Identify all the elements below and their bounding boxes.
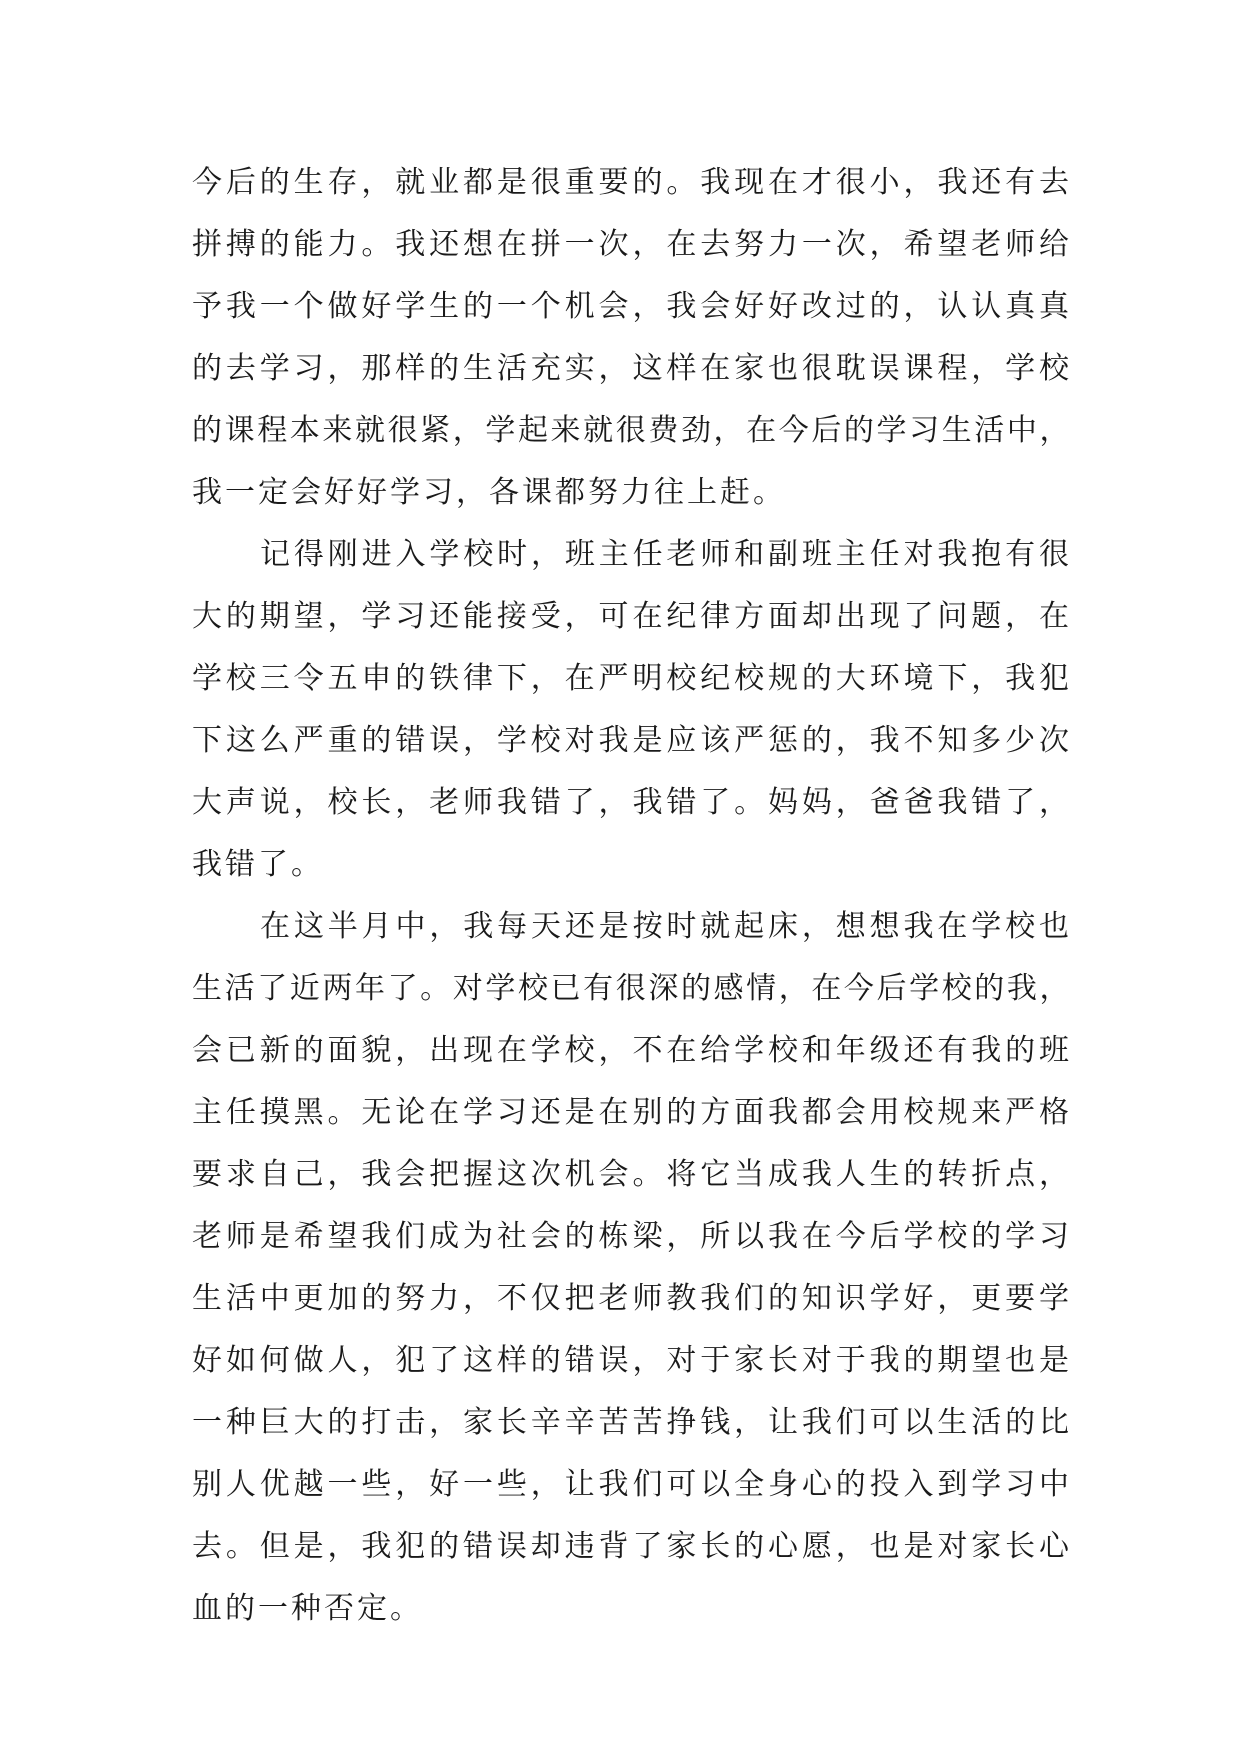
text-line: 下这么严重的错误，学校对我是应该严惩的，我不知多少次	[192, 723, 1072, 758]
text-line: 学校三令五申的铁律下，在严明校纪校规的大环境下，我犯	[192, 661, 1072, 696]
text-line: 的课程本来就很紧，学起来就很费劲，在今后的学习生活中，	[192, 413, 1072, 448]
text-line: 生活了近两年了。对学校已有很深的感情，在今后学校的我，	[192, 971, 1072, 1006]
text-line: 我一定会好好学习，各课都努力往上赶。	[192, 475, 786, 510]
text-line: 主任摸黑。无论在学习还是在别的方面我都会用校规来严格	[192, 1095, 1072, 1130]
text-line: 记得刚进入学校时，班主任老师和副班主任对我抱有很	[260, 537, 1072, 572]
text-line: 会已新的面貌，出现在学校，不在给学校和年级还有我的班	[192, 1033, 1072, 1068]
text-line: 我错了。	[192, 847, 324, 882]
text-line: 好如何做人，犯了这样的错误，对于家长对于我的期望也是	[192, 1343, 1072, 1378]
text-line: 血的一种否定。	[192, 1591, 423, 1626]
paragraph-2	[192, 524, 1072, 896]
text-line: 大声说，校长，老师我错了，我错了。妈妈，爸爸我错了，	[192, 785, 1072, 820]
text-line: 别人优越一些，好一些，让我们可以全身心的投入到学习中	[192, 1467, 1072, 1502]
text-line: 要求自己，我会把握这次机会。将它当成我人生的转折点，	[192, 1157, 1072, 1192]
text-line: 予我一个做好学生的一个机会，我会好好改过的，认认真真	[192, 289, 1072, 324]
text-line: 今后的生存，就业都是很重要的。我现在才很小，我还有去	[192, 165, 1072, 200]
text-line: 大的期望，学习还能接受，可在纪律方面却出现了问题，在	[192, 599, 1072, 634]
paragraph-3	[192, 896, 1072, 1640]
text-line: 去。但是，我犯的错误却违背了家长的心愿，也是对家长心	[192, 1529, 1072, 1564]
text-line: 在这半月中，我每天还是按时就起床，想想我在学校也	[260, 909, 1072, 944]
text-line: 拼搏的能力。我还想在拼一次，在去努力一次，希望老师给	[192, 227, 1072, 262]
paragraph-1	[192, 152, 1072, 524]
text-line: 生活中更加的努力，不仅把老师教我们的知识学好，更要学	[192, 1281, 1072, 1316]
text-line: 一种巨大的打击，家长辛辛苦苦挣钱，让我们可以生活的比	[192, 1405, 1072, 1440]
text-line: 的去学习，那样的生活充实，这样在家也很耽误课程，学校	[192, 351, 1072, 386]
document-body	[192, 152, 1072, 1640]
text-line: 老师是希望我们成为社会的栋梁，所以我在今后学校的学习	[192, 1219, 1072, 1254]
